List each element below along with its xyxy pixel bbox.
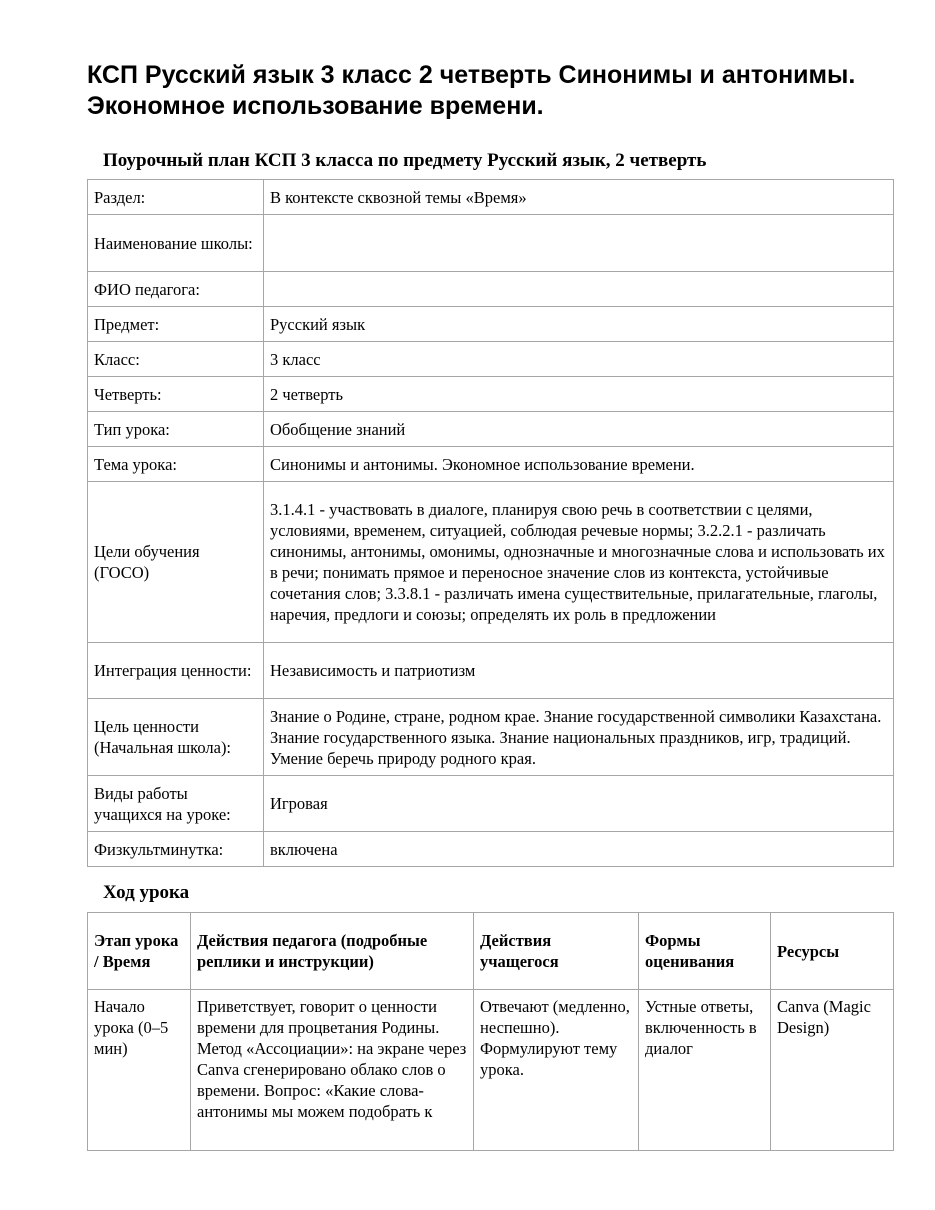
progress-heading: Ход урока: [103, 882, 190, 903]
row-label: Тип урока:: [88, 412, 264, 447]
row-label: Класс:: [88, 342, 264, 377]
lesson-progress-table: [87, 912, 894, 1151]
header-student-actions: Действия учащегося: [474, 913, 639, 990]
table-row: [88, 342, 894, 377]
plan-heading: Поурочный план КСП 3 класса по предмету Русский язык, 2 четверть: [103, 150, 707, 171]
header-stage: Этап урока / Время: [88, 913, 191, 990]
resources-cell: Canva (Magic Design): [771, 990, 894, 1151]
row-value: [264, 272, 894, 307]
row-label: ФИО педагога:: [88, 272, 264, 307]
row-label: Раздел:: [88, 180, 264, 215]
row-value: 3.1.4.1 - участвовать в диалоге, планируя свою речь в соответствии с целями, условиями, временем, ситуацией, соблюдая речевые нормы; 3.2.2.1 - различать синонимы, антонимы, омонимы, однозначные и многозначные слова и использовать их в речи; понимать прямое и переносное значение слов из контекста, устойчивые сочетания слов; 3.3.8.1 - различать имена существительные, прилагательные, глаголы, наречия, предлоги и союзы; определять их роль в предложении: [264, 482, 894, 643]
table-row: [88, 482, 894, 643]
table-row: [88, 272, 894, 307]
lesson-plan-table: [87, 179, 894, 867]
table-row: [88, 990, 894, 1151]
table-row: [88, 377, 894, 412]
assessment-cell: Устные ответы, включенность в диалог: [639, 990, 771, 1151]
row-label: Цели обучения (ГОСО): [88, 482, 264, 643]
row-value: [264, 215, 894, 272]
document-title: КСП Русский язык 3 класс 2 четверть Синонимы и антонимы. Экономное использование времени.: [87, 61, 856, 120]
row-value: Обобщение знаний: [264, 412, 894, 447]
row-label: Физкультминутка:: [88, 832, 264, 867]
row-label: Виды работы учащихся на уроке:: [88, 776, 264, 832]
row-label: Тема урока:: [88, 447, 264, 482]
table-row: [88, 412, 894, 447]
table-row: [88, 699, 894, 776]
header-resources: Ресурсы: [771, 913, 894, 990]
row-value: Синонимы и антонимы. Экономное использование времени.: [264, 447, 894, 482]
table-row: [88, 215, 894, 272]
row-label: Предмет:: [88, 307, 264, 342]
header-assessment: Формы оценивания: [639, 913, 771, 990]
row-value: Знание о Родине, стране, родном крае. Знание государственной символики Казахстана. Знание государственного языка. Знание национальных праздников, игр, традиций. Умение беречь природу родного края.: [264, 699, 894, 776]
row-value: Игровая: [264, 776, 894, 832]
row-value: Независимость и патриотизм: [264, 643, 894, 699]
row-value: Русский язык: [264, 307, 894, 342]
row-value: В контексте сквозной темы «Время»: [264, 180, 894, 215]
stage-cell: Начало урока (0–5 мин): [88, 990, 191, 1151]
row-label: Цель ценности (Начальная школа):: [88, 699, 264, 776]
table-header-row: [88, 913, 894, 990]
header-teacher-actions: Действия педагога (подробные реплики и инструкции): [191, 913, 474, 990]
student-actions-cell: Отвечают (медленно, неспешно). Формулируют тему урока.: [474, 990, 639, 1151]
table-row: [88, 832, 894, 867]
table-row: [88, 307, 894, 342]
row-label: Наименование школы:: [88, 215, 264, 272]
row-label: Четверть:: [88, 377, 264, 412]
teacher-actions-cell: Приветствует, говорит о ценности времени для процветания Родины. Метод «Ассоциации»: на экране через Canva сгенерировано облако слов о времени. Вопрос: «Какие слова-антонимы мы можем подобрать к: [191, 990, 474, 1151]
table-row: [88, 776, 894, 832]
table-row: [88, 447, 894, 482]
row-value: 2 четверть: [264, 377, 894, 412]
table-row: [88, 643, 894, 699]
row-label: Интеграция ценности:: [88, 643, 264, 699]
table-row: [88, 180, 894, 215]
row-value: включена: [264, 832, 894, 867]
row-value: 3 класс: [264, 342, 894, 377]
